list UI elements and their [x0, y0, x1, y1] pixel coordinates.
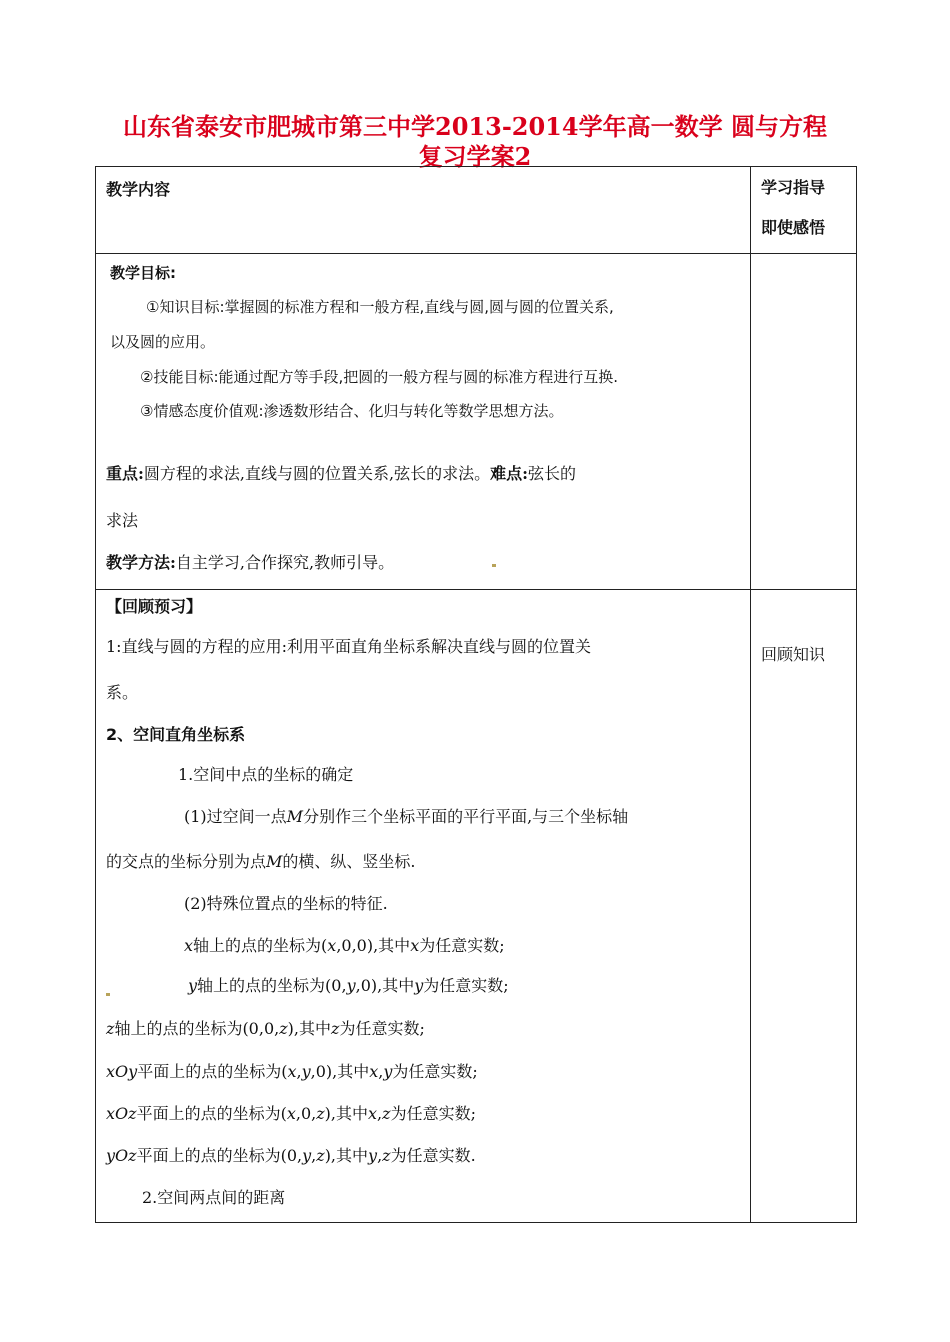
method-label: 教学方法: — [106, 553, 176, 572]
scan-mark — [106, 993, 110, 996]
x-axis-rule: x轴上的点的坐标为(x,0,0),其中x为任意实数; — [184, 936, 505, 955]
title-line-2: 复习学案2 — [418, 142, 532, 171]
objectives-row — [96, 254, 857, 590]
method-line — [106, 550, 394, 573]
difficulty-text-2: 求法 — [106, 511, 139, 530]
difficulty-text-1: 弦长的 — [528, 464, 577, 483]
paragraph-1-line-1: (1)过空间一点M分别作三个坐标平面的平行平面,与三个坐标轴 — [184, 807, 629, 826]
z-axis-rule: z轴上的点的坐标为(0,0,z),其中z为任意实数; — [106, 1019, 425, 1038]
key-points-line — [106, 461, 576, 484]
side-label-1: 学习指导 — [761, 178, 826, 197]
scan-mark — [492, 564, 496, 567]
item2-heading: 2、空间直角坐标系 — [106, 725, 246, 744]
document-title — [95, 112, 855, 172]
y-axis-rule: y轴上的点的坐标为(0,y,0),其中y为任意实数; — [188, 976, 509, 995]
key-label: 重点: — [106, 464, 144, 483]
objectives-heading: 教学目标: — [110, 264, 176, 282]
xoz-plane-rule: xOz平面上的点的坐标为(x,0,z),其中x,z为任意实数; — [106, 1104, 476, 1123]
content-header-cell — [96, 167, 751, 254]
emotion-goal: ③情感态度价值观:渗透数形结合、化归与转化等数学思想方法。 — [140, 402, 564, 420]
key-text: 圆方程的求法,直线与圆的位置关系,弦长的求法。 — [143, 464, 491, 483]
review-heading: 【回顾预习】 — [106, 597, 203, 616]
method-text: 自主学习,合作探究,教师引导。 — [175, 553, 395, 572]
item1-line-1: 1:直线与圆的方程的应用:利用平面直角坐标系解决直线与圆的位置关 — [106, 637, 591, 656]
lesson-table — [95, 166, 857, 1223]
objectives-cell — [96, 254, 751, 590]
paragraph-2: (2)特殊位置点的坐标的特征. — [184, 894, 388, 913]
knowledge-goal-line-2: 以及圆的应用。 — [110, 333, 216, 351]
objectives-side-cell — [751, 254, 857, 590]
item1-line-2: 系。 — [106, 683, 139, 702]
title-line-1: 山东省泰安市肥城市第三中学2013-2014学年高一数学 圆与方程 — [123, 112, 827, 141]
review-side-cell — [751, 590, 857, 1223]
header-row — [96, 167, 857, 254]
knowledge-goal-line-1: ①知识目标:掌握圆的标准方程和一般方程,直线与圆,圆与圆的位置关系, — [146, 298, 614, 316]
review-side-note: 回顾知识 — [761, 645, 826, 664]
review-cell — [96, 590, 751, 1223]
paragraph-1-line-2: 的交点的坐标分别为点M的横、纵、竖坐标. — [106, 852, 416, 871]
yoz-plane-rule: yOz平面上的点的坐标为(0,y,z),其中y,z为任意实数. — [106, 1146, 476, 1165]
xoy-plane-rule: xOy平面上的点的坐标为(x,y,0),其中x,y为任意实数; — [106, 1062, 478, 1081]
skill-goal: ②技能目标:能通过配方等手段,把圆的一般方程与圆的标准方程进行互换. — [140, 368, 619, 386]
side-header-cell — [751, 167, 857, 254]
subsection-1: 1.空间中点的坐标的确定 — [178, 765, 354, 784]
subsection-2: 2.空间两点间的距离 — [142, 1188, 286, 1207]
content-label: 教学内容 — [106, 180, 171, 199]
review-row — [96, 590, 857, 1223]
difficulty-label: 难点: — [490, 464, 529, 483]
side-label-2: 即使感悟 — [761, 218, 826, 237]
